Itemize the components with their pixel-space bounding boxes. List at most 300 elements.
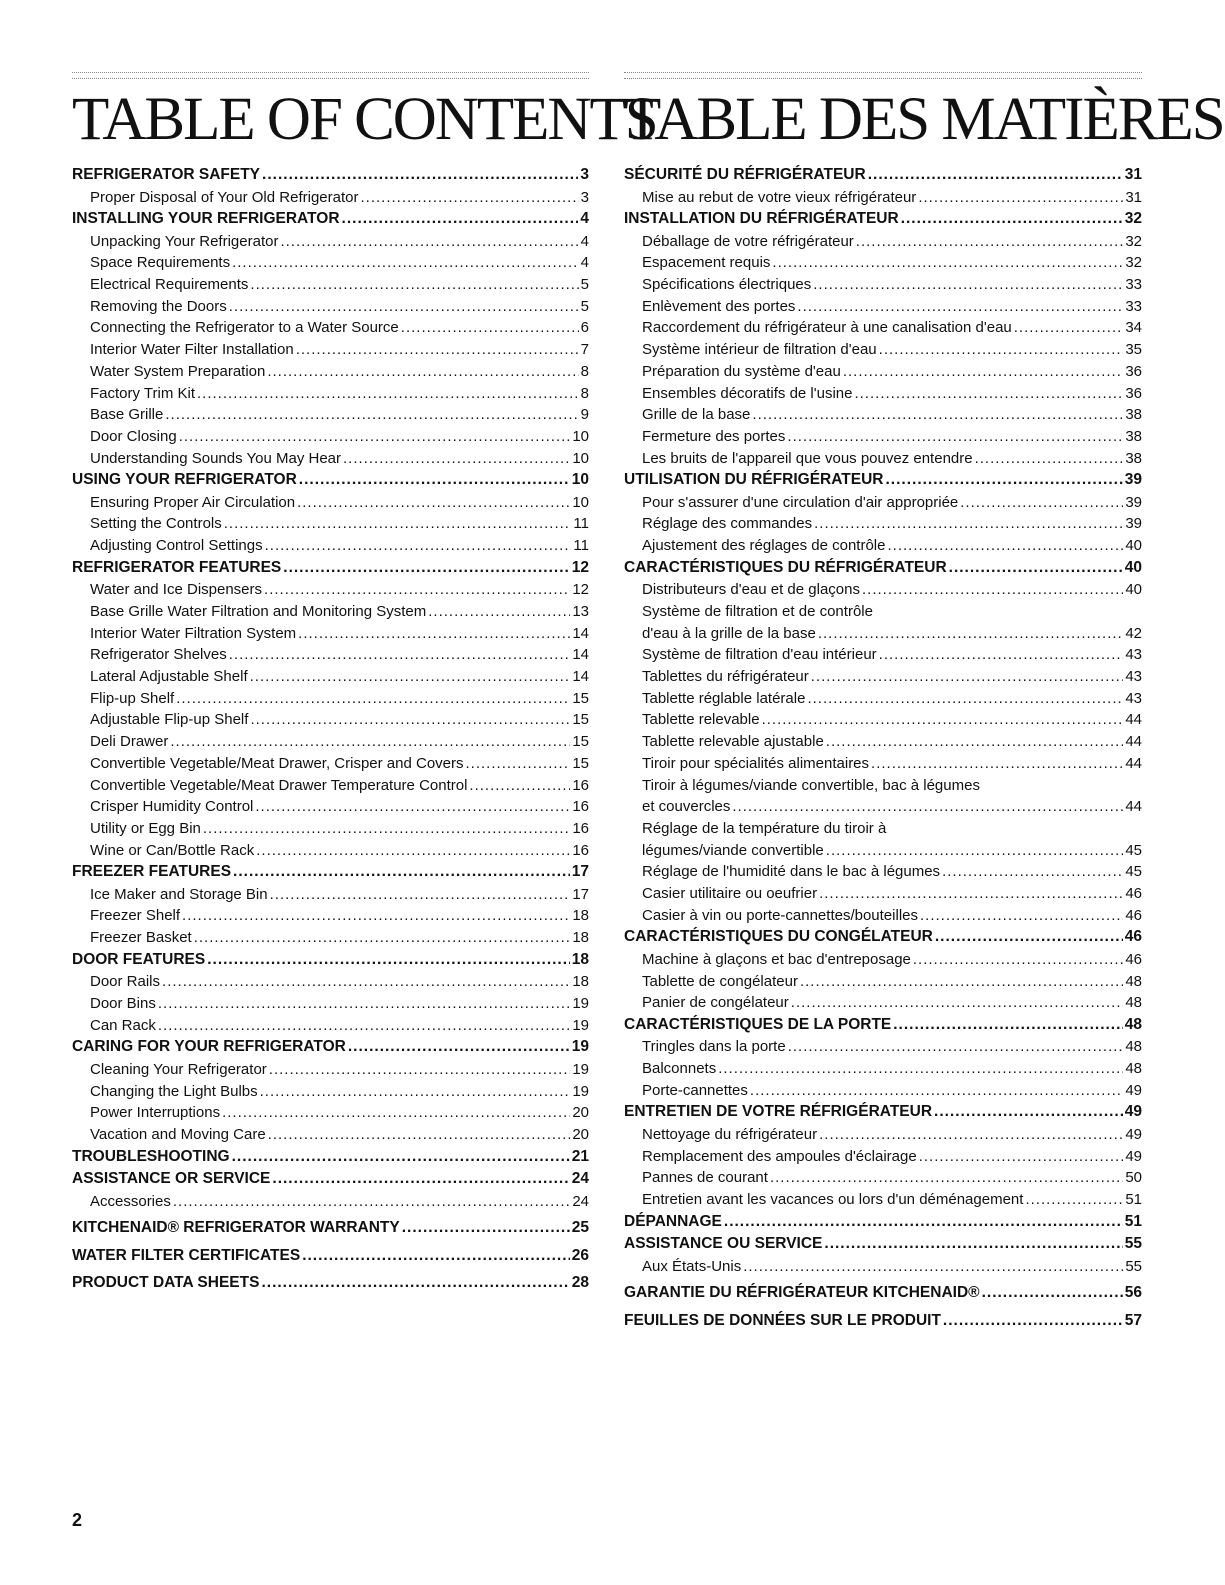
dot-leader <box>162 973 570 990</box>
dot-leader <box>879 341 1124 358</box>
toc-section-entry <box>624 1312 1142 1335</box>
page-title: TABLE OF CONTENTS <box>72 86 657 153</box>
dot-leader <box>814 515 1123 532</box>
toc-entry-page: 38 <box>1125 427 1142 445</box>
toc-entry-label: CARACTÉRISTIQUES DU CONGÉLATEUR <box>624 928 933 946</box>
dot-leader <box>800 973 1123 990</box>
toc-entry-page: 20 <box>572 1125 589 1143</box>
toc-column-french <box>624 72 1224 1334</box>
dot-leader <box>469 777 570 794</box>
dot-leader <box>819 1126 1123 1143</box>
toc-entry-label: FREEZER FEATURES <box>72 863 232 881</box>
toc-entry-label: Water and Ice Dispensers <box>90 581 263 599</box>
toc-subsection-entry <box>72 189 589 211</box>
toc-entry-label: Power Interruptions <box>90 1104 221 1122</box>
toc-entry-label: Utility or Egg Bin <box>90 819 201 837</box>
toc-subsection-entry <box>624 1060 1142 1082</box>
toc-entry-page: 14 <box>572 646 589 664</box>
toc-entry-page: 43 <box>1125 646 1142 664</box>
dot-leader <box>296 341 579 358</box>
toc-entry-label: Accessories <box>90 1192 171 1210</box>
toc-entry-label: Tiroir à légumes/viande convertible, bac à légumes <box>642 776 980 794</box>
dot-leader <box>791 994 1124 1011</box>
toc-subsection-entry <box>72 798 589 820</box>
toc-entry-page: 36 <box>1125 362 1142 380</box>
toc-entry-label: Convertible Vegetable/Meat Drawer, Crisper and Covers <box>90 754 464 772</box>
dot-leader <box>158 1017 570 1034</box>
toc-entry-label: Casier utilitaire ou oeufrier <box>642 884 818 902</box>
toc-column-english <box>72 72 657 1297</box>
dot-leader <box>934 1103 1123 1121</box>
toc-entry-label: Unpacking Your Refrigerator <box>90 232 279 250</box>
toc-entry-page: 51 <box>1124 1212 1142 1230</box>
toc-section-entry <box>624 1213 1142 1236</box>
toc-subsection-entry <box>624 1169 1142 1191</box>
toc-entry-label: TROUBLESHOOTING <box>72 1147 230 1165</box>
dot-leader <box>797 298 1123 315</box>
toc-entry-page: 5 <box>580 276 589 294</box>
toc-entry-page: 7 <box>580 341 589 359</box>
toc-subsection-entry <box>72 820 589 842</box>
toc-entry-label: Nettoyage du réfrigérateur <box>642 1125 818 1143</box>
dot-leader <box>298 625 570 642</box>
toc-entry-page: 4 <box>580 210 589 228</box>
toc-entry-page: 49 <box>1125 1081 1142 1099</box>
toc-subsection-entry <box>624 907 1142 929</box>
dot-leader <box>297 494 570 511</box>
dot-leader <box>901 210 1123 228</box>
dot-leader <box>466 755 571 772</box>
toc-entry-page: 57 <box>1124 1311 1142 1329</box>
toc-entry-label: Panier de congélateur <box>642 994 789 1012</box>
toc-entry-page: 36 <box>1125 384 1142 402</box>
toc-subsection-entry <box>72 1126 589 1148</box>
dot-leader <box>807 690 1123 707</box>
dot-leader <box>280 233 578 250</box>
toc-subsection-entry <box>72 842 589 864</box>
toc-entry-page: 18 <box>571 950 589 968</box>
toc-entry-label: Freezer Basket <box>90 929 192 947</box>
toc-entry-label: ASSISTANCE OR SERVICE <box>72 1170 271 1188</box>
toc-subsection-entry <box>72 1083 589 1105</box>
dot-leader <box>752 406 1123 423</box>
toc-entry-page: 12 <box>572 581 589 599</box>
dot-leader <box>772 254 1123 271</box>
toc-section-entry <box>72 951 589 974</box>
dot-leader <box>262 166 578 184</box>
toc-entry-page: 11 <box>573 537 589 555</box>
dot-leader <box>272 1170 569 1188</box>
toc-entry-label: USING YOUR REFRIGERATOR <box>72 471 297 489</box>
toc-subsection-entry <box>72 625 589 647</box>
toc-subsection-entry <box>72 319 589 341</box>
dot-leader <box>879 646 1124 663</box>
toc-entry-label: Raccordement du réfrigérateur à une canalisation d'eau <box>642 319 1012 337</box>
toc-section-entry <box>624 471 1142 494</box>
toc-subsection-entry <box>72 690 589 712</box>
toc-entry-label: Spécifications électriques <box>642 276 812 294</box>
toc-entry-page: 21 <box>571 1147 589 1165</box>
toc-subsection-entry <box>72 515 589 537</box>
dot-leader <box>787 428 1123 445</box>
toc-subsection-entry <box>624 690 1142 712</box>
toc-subsection-entry <box>624 341 1142 363</box>
toc-entry-label: SÉCURITÉ DU RÉFRIGÉRATEUR <box>624 166 866 183</box>
toc-subsection-entry <box>624 842 1142 864</box>
dot-leader <box>826 842 1124 859</box>
toc-entry-page: 46 <box>1125 906 1142 924</box>
toc-entry-label: Base Grille <box>90 406 164 424</box>
dot-leader <box>811 668 1124 685</box>
toc-entry-page: 11 <box>573 515 589 533</box>
toc-subsection-entry <box>72 907 589 929</box>
dot-leader <box>224 515 572 532</box>
dot-leader <box>207 951 570 969</box>
toc-entry-label: Pannes de courant <box>642 1169 768 1187</box>
dot-leader <box>233 863 570 881</box>
toc-entry-label: Tablette réglable latérale <box>642 689 806 707</box>
toc-entry-page: 45 <box>1125 863 1142 881</box>
dot-leader <box>732 798 1123 815</box>
toc-entry-label: Connecting the Refrigerator to a Water Source <box>90 319 399 337</box>
toc-entry-page: 19 <box>572 1016 589 1034</box>
toc-entry-label: REFRIGERATOR FEATURES <box>72 558 282 576</box>
toc-entry-label: Door Closing <box>90 427 177 445</box>
toc-subsection-entry <box>624 276 1142 298</box>
toc-entry-page: 19 <box>572 1060 589 1078</box>
dot-leader <box>920 907 1123 924</box>
toc-subsection-entry <box>72 341 589 363</box>
toc-entry-label: Tablettes du réfrigérateur <box>642 668 809 686</box>
toc-entry-page: 10 <box>572 449 589 467</box>
toc-entry-label: Système de filtration et de contrôle <box>642 603 873 620</box>
toc-subsection-entry <box>624 625 1142 647</box>
toc-subsection-entry <box>624 450 1142 472</box>
toc-entry-page: 48 <box>1125 1038 1142 1056</box>
toc-entry-page: 19 <box>572 995 589 1012</box>
toc-entry-page: 38 <box>1125 406 1142 424</box>
toc-entry-page: 32 <box>1125 254 1142 272</box>
toc-entry-label: Deli Drawer <box>90 733 169 751</box>
toc-entry-label: Factory Trim Kit <box>90 384 196 402</box>
toc-section-entry <box>624 210 1142 233</box>
toc-subsection-entry <box>72 298 589 320</box>
toc-entry-page: 49 <box>1124 1103 1142 1121</box>
dot-leader <box>302 1247 570 1265</box>
toc-subsection-entry <box>72 777 589 799</box>
toc-subsection-entry <box>624 1038 1142 1060</box>
toc-section-entry <box>72 166 589 189</box>
toc-subsection-entry <box>624 733 1142 755</box>
dot-leader <box>868 166 1123 184</box>
dot-leader <box>203 820 570 837</box>
toc-subsection-entry <box>624 428 1142 450</box>
toc-entry-page: 51 <box>1125 1191 1142 1208</box>
toc-entry-page: 15 <box>572 711 589 729</box>
dot-leader <box>788 1038 1124 1055</box>
dot-leader <box>856 233 1124 250</box>
toc-list <box>624 166 1142 1334</box>
toc-entry-page: 17 <box>572 885 589 903</box>
top-rule <box>624 72 1142 79</box>
toc-section-entry <box>624 1016 1142 1039</box>
toc-entry-label: et couvercles <box>642 798 731 816</box>
toc-entry-label: DOOR FEATURES <box>72 950 206 968</box>
toc-subsection-entry <box>624 319 1142 341</box>
toc-entry-label: Déballage de votre réfrigérateur <box>642 232 854 250</box>
toc-entry-page: 24 <box>572 1192 589 1210</box>
toc-entry-label: Door Bins <box>90 995 156 1012</box>
dot-leader <box>949 559 1123 577</box>
toc-section-entry <box>624 1284 1142 1307</box>
dot-leader <box>885 471 1122 489</box>
toc-subsection-entry <box>624 581 1142 603</box>
toc-entry-page: 32 <box>1125 232 1142 250</box>
toc-entry-page: 49 <box>1125 1125 1142 1143</box>
toc-entry-label: Remplacement des ampoules d'éclairage <box>642 1147 917 1165</box>
toc-entry-page: 15 <box>572 689 589 707</box>
dot-leader <box>401 319 579 336</box>
dot-leader <box>348 1038 570 1056</box>
toc-entry-page: 39 <box>1125 515 1142 533</box>
toc-entry-page: 49 <box>1125 1147 1142 1165</box>
toc-entry-label: ASSISTANCE OU SERVICE <box>624 1235 823 1253</box>
dot-leader <box>232 254 579 271</box>
toc-entry-page: 35 <box>1125 341 1142 359</box>
dot-leader <box>919 1148 1124 1165</box>
toc-entry-label: ENTRETIEN DE VOTRE RÉFRIGÉRATEUR <box>624 1103 933 1121</box>
toc-entry-page: 10 <box>572 493 589 511</box>
toc-entry-label: Balconnets <box>642 1060 717 1078</box>
toc-entry-page: 19 <box>571 1038 589 1056</box>
toc-entry-label: Entretien avant les vacances ou lors d'un déménagement <box>642 1191 1024 1208</box>
toc-subsection-entry <box>624 1126 1142 1148</box>
toc-section-entry <box>72 863 589 886</box>
toc-entry-label: Convertible Vegetable/Meat Drawer Temperature Control <box>90 776 468 794</box>
dot-leader <box>173 1193 570 1210</box>
toc-subsection-entry <box>624 1082 1142 1104</box>
toc-subsection-entry <box>624 494 1142 516</box>
toc-entry-page: 40 <box>1125 537 1142 555</box>
toc-list <box>72 166 589 1297</box>
dot-leader <box>260 1083 571 1100</box>
toc-entry-page: 18 <box>572 929 589 947</box>
toc-entry-label: WATER FILTER CERTIFICATES <box>72 1246 301 1264</box>
toc-entry-page: 20 <box>572 1104 589 1122</box>
toc-section-entry <box>72 1219 589 1242</box>
toc-subsection-entry <box>624 994 1142 1016</box>
toc-entry-label: Base Grille Water Filtration and Monitoring System <box>90 603 427 620</box>
dot-leader <box>871 755 1123 772</box>
toc-section-entry <box>624 928 1142 951</box>
toc-subsection-entry <box>624 777 1142 799</box>
toc-entry-page: 48 <box>1125 1060 1142 1078</box>
toc-entry-page: 5 <box>580 297 589 315</box>
toc-entry-page: 50 <box>1125 1169 1142 1187</box>
toc-entry-label: REFRIGERATOR SAFETY <box>72 166 261 183</box>
dot-leader <box>360 189 578 206</box>
dot-leader <box>283 559 569 577</box>
toc-entry-page: 46 <box>1125 884 1142 902</box>
dot-leader <box>942 863 1123 880</box>
dot-leader <box>718 1060 1123 1077</box>
toc-subsection-entry <box>624 863 1142 885</box>
dot-leader <box>824 1235 1122 1253</box>
toc-entry-page: 28 <box>571 1274 589 1292</box>
toc-subsection-entry <box>624 233 1142 255</box>
toc-entry-page: 39 <box>1125 493 1142 511</box>
toc-entry-label: Tablette relevable ajustable <box>642 733 824 751</box>
toc-entry-page: 44 <box>1125 733 1142 751</box>
toc-entry-label: Can Rack <box>90 1016 156 1034</box>
dot-leader <box>428 603 570 620</box>
toc-entry-page: 44 <box>1125 754 1142 772</box>
toc-entry-page: 46 <box>1124 928 1142 946</box>
toc-subsection-entry <box>72 1017 589 1039</box>
toc-entry-label: Tiroir pour spécialités alimentaires <box>642 754 870 772</box>
toc-entry-page: 32 <box>1124 210 1142 228</box>
toc-subsection-entry <box>624 515 1142 537</box>
toc-entry-page: 56 <box>1124 1284 1142 1302</box>
dot-leader <box>182 907 570 924</box>
dot-leader <box>165 406 578 423</box>
toc-entry-label: Espacement requis <box>642 254 771 272</box>
toc-entry-label: Pour s'assurer d'une circulation d'air appropriée <box>642 493 959 511</box>
dot-leader <box>854 385 1123 402</box>
toc-subsection-entry <box>624 646 1142 668</box>
toc-entry-page: 43 <box>1125 668 1142 686</box>
toc-subsection-entry <box>72 385 589 407</box>
toc-subsection-entry <box>624 820 1142 842</box>
toc-entry-page: 24 <box>571 1170 589 1188</box>
toc-entry-label: Setting the Controls <box>90 515 222 533</box>
dot-leader <box>862 581 1123 598</box>
toc-entry-page: 15 <box>572 733 589 751</box>
toc-entry-label: INSTALLING YOUR REFRIGERATOR <box>72 210 340 228</box>
toc-entry-page: 40 <box>1125 581 1142 599</box>
toc-subsection-entry <box>72 886 589 908</box>
toc-subsection-entry <box>624 406 1142 428</box>
toc-subsection-entry <box>72 1104 589 1126</box>
toc-entry-page: 14 <box>572 668 589 686</box>
toc-section-entry <box>72 210 589 233</box>
toc-section-entry <box>72 559 589 582</box>
toc-entry-label: Les bruits de l'appareil que vous pouvez entendre <box>642 449 973 467</box>
toc-entry-label: Flip-up Shelf <box>90 689 175 707</box>
dot-leader <box>913 951 1123 968</box>
toc-subsection-entry <box>624 798 1142 820</box>
toc-entry-label: Réglage de l'humidité dans le bac à légumes <box>642 863 941 881</box>
dot-leader <box>975 450 1124 467</box>
toc-entry-page: 25 <box>571 1219 589 1237</box>
toc-entry-label: Fermeture des portes <box>642 427 786 445</box>
toc-entry-label: Electrical Requirements <box>90 276 249 294</box>
dot-leader <box>826 733 1124 750</box>
toc-entry-label: Réglage des commandes <box>642 515 813 533</box>
dot-leader <box>265 537 572 554</box>
toc-section-entry <box>624 1103 1142 1126</box>
toc-entry-page: 44 <box>1125 798 1142 816</box>
toc-entry-label: Enlèvement des portes <box>642 297 796 315</box>
toc-entry-page: 46 <box>1125 950 1142 968</box>
dot-leader <box>250 668 571 685</box>
toc-entry-label: Adjustable Flip-up Shelf <box>90 711 249 729</box>
dot-leader <box>943 1312 1123 1330</box>
toc-subsection-entry <box>624 603 1142 625</box>
toc-entry-label: UTILISATION DU RÉFRIGÉRATEUR <box>624 471 884 489</box>
toc-subsection-entry <box>624 1258 1142 1280</box>
dot-leader <box>819 885 1123 902</box>
toc-subsection-entry <box>624 711 1142 733</box>
toc-subsection-entry <box>624 885 1142 907</box>
dot-leader <box>1014 319 1124 336</box>
toc-entry-page: 48 <box>1124 1015 1142 1033</box>
toc-subsection-entry <box>624 189 1142 211</box>
dot-leader <box>724 1213 1123 1231</box>
toc-subsection-entry <box>624 1148 1142 1170</box>
toc-entry-page: 12 <box>571 558 589 576</box>
toc-entry-page: 48 <box>1125 994 1142 1012</box>
toc-entry-label: Water System Preparation <box>90 362 266 380</box>
dot-leader <box>299 471 570 489</box>
toc-entry-label: KITCHENAID® REFRIGERATOR WARRANTY <box>72 1219 400 1237</box>
toc-section-entry <box>72 471 589 494</box>
toc-entry-label: Tablette relevable <box>642 711 760 729</box>
toc-entry-label: Machine à glaçons et bac d'entreposage <box>642 950 911 968</box>
toc-subsection-entry <box>624 363 1142 385</box>
toc-entry-page: 26 <box>571 1246 589 1264</box>
toc-entry-label: Préparation du système d'eau <box>642 362 841 380</box>
toc-entry-page: 16 <box>572 841 589 859</box>
toc-subsection-entry <box>72 428 589 450</box>
toc-entry-page: 18 <box>572 973 589 991</box>
dot-leader <box>402 1219 570 1237</box>
dot-leader <box>229 298 579 315</box>
toc-subsection-entry <box>624 1191 1142 1213</box>
toc-entry-label: Interior Water Filtration System <box>90 624 297 642</box>
dot-leader <box>250 276 578 293</box>
toc-entry-page: 16 <box>572 798 589 816</box>
toc-entry-page: 31 <box>1124 166 1142 183</box>
toc-subsection-entry <box>624 537 1142 559</box>
toc-subsection-entry <box>624 973 1142 995</box>
toc-entry-page: 44 <box>1125 711 1142 729</box>
dot-leader <box>264 581 570 598</box>
dot-leader <box>176 690 570 707</box>
toc-subsection-entry <box>72 668 589 690</box>
toc-entry-page: 39 <box>1124 471 1142 489</box>
toc-subsection-entry <box>72 494 589 516</box>
toc-entry-label: Interior Water Filter Installation <box>90 341 294 359</box>
toc-section-entry <box>624 166 1142 189</box>
dot-leader <box>762 711 1124 728</box>
toc-subsection-entry <box>624 385 1142 407</box>
toc-entry-page: 45 <box>1125 841 1142 859</box>
toc-entry-label: Cleaning Your Refrigerator <box>90 1060 267 1078</box>
toc-entry-page: 8 <box>580 362 589 380</box>
toc-section-entry <box>72 1038 589 1061</box>
toc-section-entry <box>624 559 1142 582</box>
toc-entry-page: 16 <box>572 819 589 837</box>
toc-entry-label: Système de filtration d'eau intérieur <box>642 646 877 664</box>
toc-subsection-entry <box>624 668 1142 690</box>
toc-subsection-entry <box>72 233 589 255</box>
toc-entry-page: 48 <box>1125 972 1142 990</box>
toc-entry-page: 13 <box>572 603 589 620</box>
toc-entry-label: Casier à vin ou porte-cannettes/bouteilles <box>642 906 918 924</box>
dot-leader <box>960 494 1123 511</box>
toc-entry-page: 15 <box>572 754 589 772</box>
